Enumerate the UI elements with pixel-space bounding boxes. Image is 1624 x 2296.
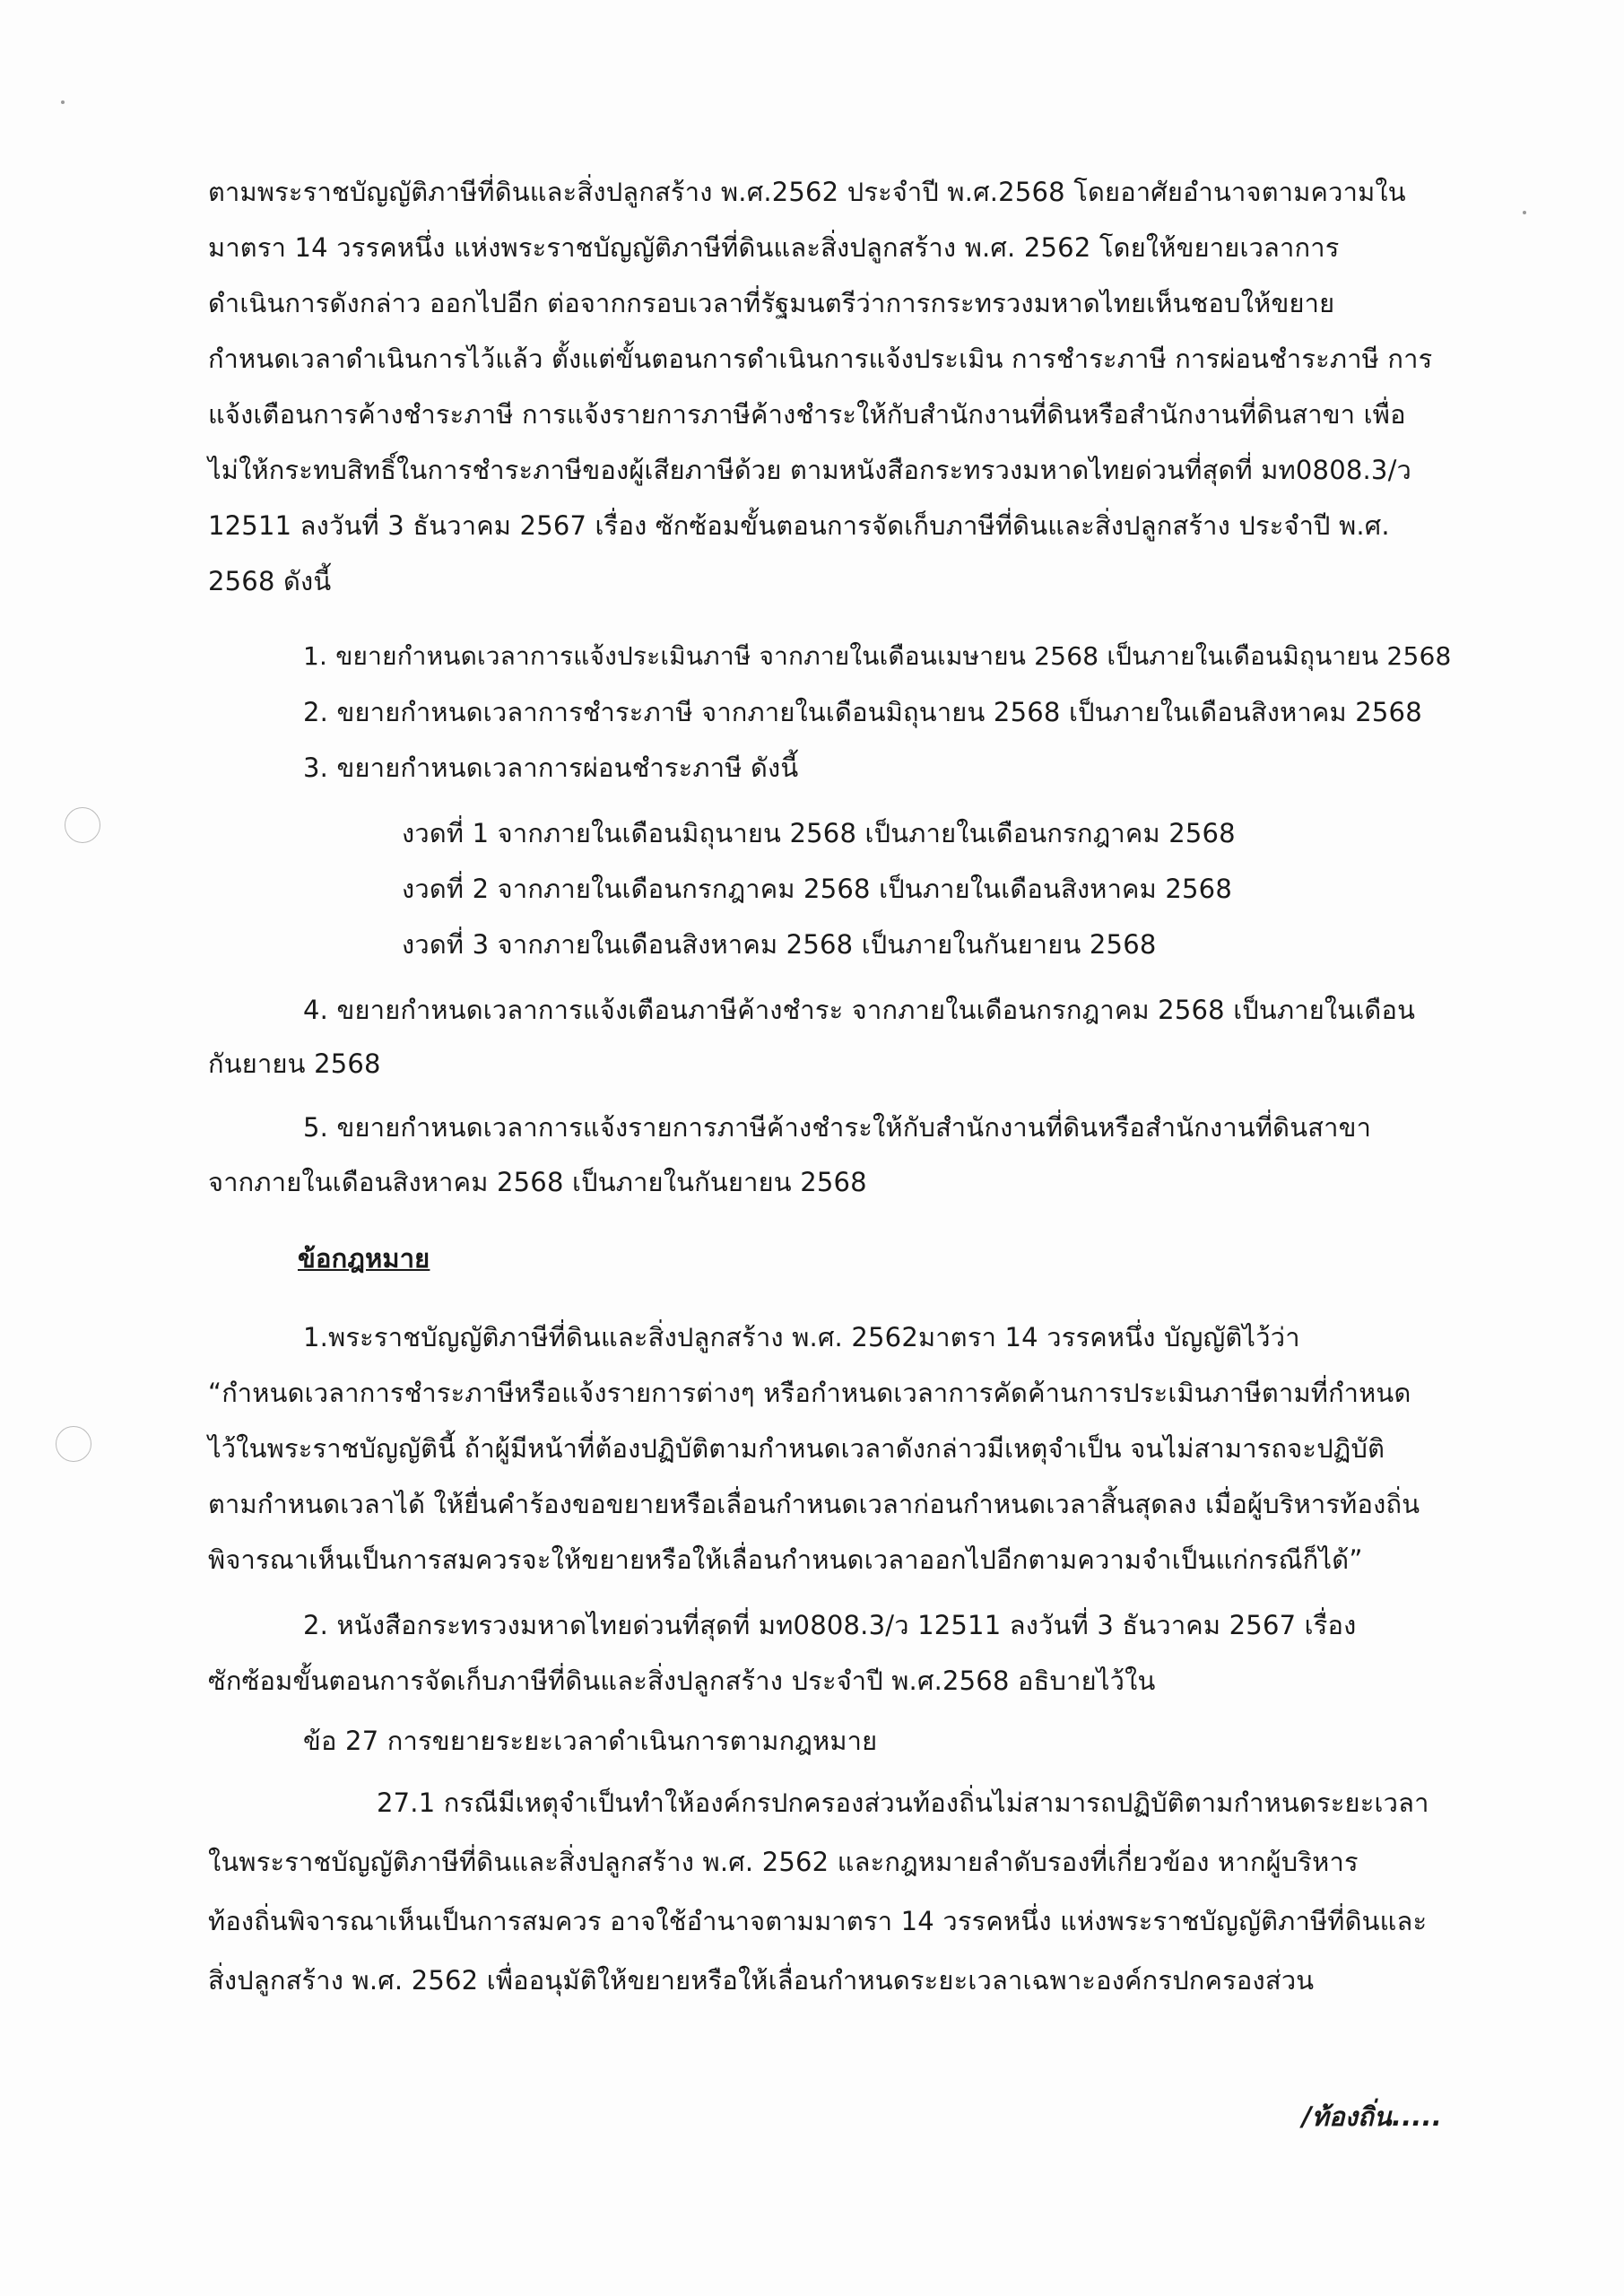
intro-line: แจ้งเตือนการค้างชำระภาษี การแจ้งรายการภาษีค้างชำระให้กับสำนักงานที่ดินหรือสำนักงานที่ดินสาขา เพื่อ xyxy=(208,399,1406,430)
intro-line: กำหนดเวลาดำเนินการไว้แล้ว ตั้งแต่ขั้นตอนการดำเนินการแจ้งประเมิน การชำระภาษี การผ่อนชำระภาษี การ xyxy=(208,344,1433,374)
legal-1-line: “กำหนดเวลาการชำระภาษีหรือแจ้งรายการต่างๆ หรือกำหนดเวลาการคัดค้านการประเมินภาษีตามที่กำหนด xyxy=(208,1378,1411,1408)
legal-2-line: 2. หนังสือกระทรวงมหาดไทยด่วนที่สุดที่ มท0808.3/ว 12511 ลงวันที่ 3 ธันวาคม 2567 เรื่อง xyxy=(303,1610,1357,1640)
clause-27-1-line: ท้องถิ่นพิจารณาเห็นเป็นการสมควร อาจใช้อำนาจตามมาตรา 14 วรรคหนึ่ง แห่งพระราชบัญญัติภาษีที่ดินและ xyxy=(208,1906,1428,1936)
item-1: 1. ขยายกำหนดเวลาการแจ้งประเมินภาษี จากภายในเดือนเมษายน 2568 เป็นภายในเดือนมิถุนายน 2568 xyxy=(303,641,1452,671)
intro-line: มาตรา 14 วรรคหนึ่ง แห่งพระราชบัญญัติภาษีที่ดินและสิ่งปลูกสร้าง พ.ศ. 2562 โดยให้ขยายเวลาการ xyxy=(208,232,1340,263)
clause-27-1-line: ในพระราชบัญญัติภาษีที่ดินและสิ่งปลูกสร้าง พ.ศ. 2562 และกฎหมายลำดับรองที่เกี่ยวข้อง หากผู้บริหาร xyxy=(208,1847,1359,1877)
item-5-cont: จากภายในเดือนสิงหาคม 2568 เป็นภายในกันยายน 2568 xyxy=(208,1167,867,1197)
page-continuation: /ท้องถิ่น..... xyxy=(1302,2101,1442,2132)
clause-27-1-line: สิ่งปลูกสร้าง พ.ศ. 2562 เพื่ออนุมัติให้ขยายหรือให้เลื่อนกำหนดระยะเวลาเฉพาะองค์กรปกครองส่วน xyxy=(208,1965,1315,1996)
legal-1-line: 1.พระราชบัญญัติภาษีที่ดินและสิ่งปลูกสร้าง พ.ศ. 2562มาตรา 14 วรรคหนึ่ง บัญญัติไว้ว่า xyxy=(303,1322,1300,1352)
installment-1: งวดที่ 1 จากภายในเดือนมิถุนายน 2568 เป็นภายในเดือนกรกฎาคม 2568 xyxy=(402,818,1236,848)
legal-1-line: พิจารณาเห็นเป็นการสมควรจะให้ขยายหรือให้เลื่อนกำหนดเวลาออกไปอีกตามความจำเป็นแก่กรณีก็ได้” xyxy=(208,1544,1363,1575)
clause-27-1-line: 27.1 กรณีมีเหตุจำเป็นทำให้องค์กรปกครองส่วนท้องถิ่นไม่สามารถปฏิบัติตามกำหนดระยะเวลา xyxy=(377,1787,1429,1818)
punch-hole-bottom xyxy=(56,1426,91,1462)
legal-1-line: ตามกำหนดเวลาได้ ให้ยื่นคำร้องขอขยายหรือเลื่อนกำหนดเวลาก่อนกำหนดเวลาสิ้นสุดลง เมื่อผู้บริหารท้องถิ่น xyxy=(208,1489,1420,1519)
legal-2-line: ซักซ้อมขั้นตอนการจัดเก็บภาษีที่ดินและสิ่งปลูกสร้าง ประจำปี พ.ศ.2568 อธิบายไว้ใน xyxy=(208,1665,1156,1696)
clause-27: ข้อ 27 การขยายระยะเวลาดำเนินการตามกฎหมาย xyxy=(303,1726,878,1756)
intro-line: 12511 ลงวันที่ 3 ธันวาคม 2567 เรื่อง ซักซ้อมขั้นตอนการจัดเก็บภาษีที่ดินและสิ่งปลูกสร้าง ประจำปี พ.ศ. xyxy=(208,510,1390,541)
scan-speck xyxy=(61,100,65,104)
intro-line: ตามพระราชบัญญัติภาษีที่ดินและสิ่งปลูกสร้าง พ.ศ.2562 ประจำปี พ.ศ.2568 โดยอาศัยอำนาจตามความใน xyxy=(208,177,1406,207)
intro-line: 2568 ดังนี้ xyxy=(208,566,332,596)
item-3: 3. ขยายกำหนดเวลาการผ่อนชำระภาษี ดังนี้ xyxy=(303,752,799,783)
legal-heading: ข้อกฎหมาย xyxy=(298,1243,430,1274)
legal-1-line: ไว้ในพระราชบัญญัตินี้ ถ้าผู้มีหน้าที่ต้องปฏิบัติตามกำหนดเวลาดังกล่าวมีเหตุจำเป็น จนไม่สามารถจะปฏิบัติ xyxy=(208,1433,1385,1464)
item-4-cont: กันยายน 2568 xyxy=(208,1048,381,1079)
installment-3: งวดที่ 3 จากภายในเดือนสิงหาคม 2568 เป็นภายในกันยายน 2568 xyxy=(402,929,1157,960)
intro-line: ดำเนินการดังกล่าว ออกไปอีก ต่อจากกรอบเวลาที่รัฐมนตรีว่าการกระทรวงมหาดไทยเห็นชอบให้ขยาย xyxy=(208,288,1335,318)
intro-line: ไม่ให้กระทบสิทธิ์ในการชำระภาษีของผู้เสียภาษีด้วย ตามหนังสือกระทรวงมหาดไทยด่วนที่สุดที่ มท0808.3/ว xyxy=(208,455,1412,485)
item-5: 5. ขยายกำหนดเวลาการแจ้งรายการภาษีค้างชำระให้กับสำนักงานที่ดินหรือสำนักงานที่ดินสาขา xyxy=(303,1112,1372,1143)
installment-2: งวดที่ 2 จากภายในเดือนกรกฎาคม 2568 เป็นภายในเดือนสิงหาคม 2568 xyxy=(402,874,1232,904)
item-4: 4. ขยายกำหนดเวลาการแจ้งเตือนภาษีค้างชำระ จากภายในเดือนกรกฎาคม 2568 เป็นภายในเดือน xyxy=(303,995,1416,1025)
punch-hole-top xyxy=(65,807,100,843)
item-2: 2. ขยายกำหนดเวลาการชำระภาษี จากภายในเดือนมิถุนายน 2568 เป็นภายในเดือนสิงหาคม 2568 xyxy=(303,697,1422,727)
scan-speck xyxy=(1523,211,1526,214)
